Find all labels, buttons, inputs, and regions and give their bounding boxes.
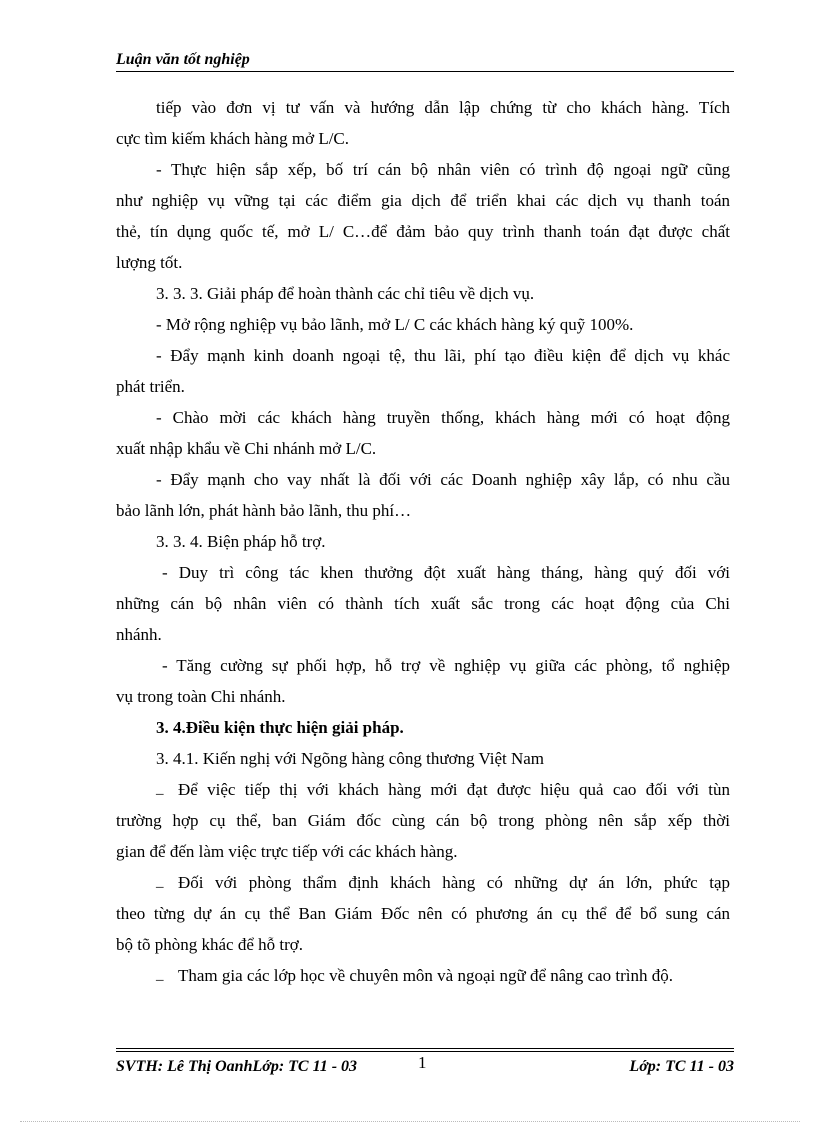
list-item-text: Tham gia các lớp học về chuyên môn và ngoại ngữ để nâng cao trình độ. — [178, 966, 673, 985]
text-line: gian để đến làm việc trực tiếp với các khách hàng. — [116, 842, 458, 861]
text-line: trường hợp cụ thể, ban Giám đốc cùng cán bộ trong phòng nên sắp xếp thời — [116, 811, 730, 830]
dash-bullet: _ — [156, 967, 164, 983]
text-line: tiếp vào đơn vị tư vấn và hướng dẫn lập chứng từ cho khách hàng. Tích — [156, 98, 730, 117]
text-line: cực tìm kiếm khách hàng mở L/C. — [116, 129, 350, 148]
list-item-text: Đối với phòng thẩm định khách hàng có những dự án lớn, phức tạp — [178, 873, 730, 892]
document-body — [116, 92, 730, 991]
page-header — [116, 50, 734, 72]
text-line: - Mở rộng nghiệp vụ bảo lãnh, mở L/ C các khách hàng ký quỹ 100%. — [156, 315, 634, 334]
list-item — [116, 960, 730, 991]
text-line: bộ tõ phòng khác để hỗ trợ. — [116, 935, 303, 954]
text-line: - Đẩy mạnh cho vay nhất là đối với các Doanh nghiệp xây lắp, có nhu cầu — [156, 470, 730, 489]
footer-author: SVTH: Lê Thị OanhLớp: TC 11 - 03 — [116, 1058, 358, 1075]
header-rule — [116, 71, 734, 72]
text-line: những cán bộ nhân viên có thành tích xuất sắc trong các hoạt động của Chi — [116, 594, 730, 613]
text-line: vụ trong toàn Chi nhánh. — [116, 687, 286, 706]
subsection-heading: 3. 4.1. Kiến nghị với Ngõng hàng công thương Việt Nam — [156, 749, 545, 768]
text-line: bảo lãnh lớn, phát hành bảo lãnh, thu phí… — [116, 501, 412, 520]
text-line: - Thực hiện sắp xếp, bố trí cán bộ nhân viên có trình độ ngoại ngữ cũng — [156, 160, 730, 179]
dash-bullet: _ — [156, 874, 164, 890]
text-line: thẻ, tín dụng quốc tế, mở L/ C…để đảm bảo quy trình thanh toán đạt được chất — [116, 222, 730, 241]
dash-bullet: _ — [156, 781, 164, 797]
section-heading-bold: 3. 4.Điều kiện thực hiện giải pháp. — [156, 718, 404, 737]
text-line: - Đẩy mạnh kinh doanh ngoại tệ, thu lãi, phí tạo điều kiện để dịch vụ khác — [156, 346, 730, 365]
section-heading: 3. 3. 4. Biện pháp hỗ trợ. — [156, 532, 326, 551]
header-title: Luận văn tốt nghiệp — [116, 51, 250, 68]
text-line: như nghiệp vụ vững tại các điểm gia dịch để triển khai các dịch vụ thanh toán — [116, 191, 730, 210]
footer-class: Lớp: TC 11 - 03 — [629, 1058, 734, 1075]
text-line: - Tăng cường sự phối hợp, hỗ trợ về nghiệp vụ giữa các phòng, tổ nghiệp — [162, 656, 730, 675]
text-line: phát triển. — [116, 377, 185, 396]
list-item — [116, 867, 730, 898]
page-footer — [116, 1048, 734, 1078]
section-heading: 3. 3. 3. Giải pháp để hoàn thành các chỉ tiêu về dịch vụ. — [156, 284, 535, 303]
text-line: - Chào mời các khách hàng truyền thống, khách hàng mới có hoạt động — [156, 408, 730, 427]
footer-rule — [116, 1048, 734, 1049]
text-line: theo từng dự án cụ thể Ban Giám Đốc nên có phương án cụ thể để bổ sung cán — [116, 904, 730, 923]
text-line: xuất nhập khẩu về Chi nhánh mở L/C. — [116, 439, 377, 458]
footer-row — [116, 1053, 734, 1078]
list-item-text: Để việc tiếp thị với khách hàng mới đạt được hiệu quả cao đối với tùn — [178, 780, 730, 799]
text-line: lượng tốt. — [116, 253, 183, 272]
text-line: - Duy trì công tác khen thưởng đột xuất hàng tháng, hàng quý đối với — [162, 563, 730, 582]
page-number: 1 — [418, 1053, 427, 1072]
text-line: nhánh. — [116, 625, 162, 644]
list-item — [116, 774, 730, 805]
page-boundary-line — [20, 1121, 800, 1122]
